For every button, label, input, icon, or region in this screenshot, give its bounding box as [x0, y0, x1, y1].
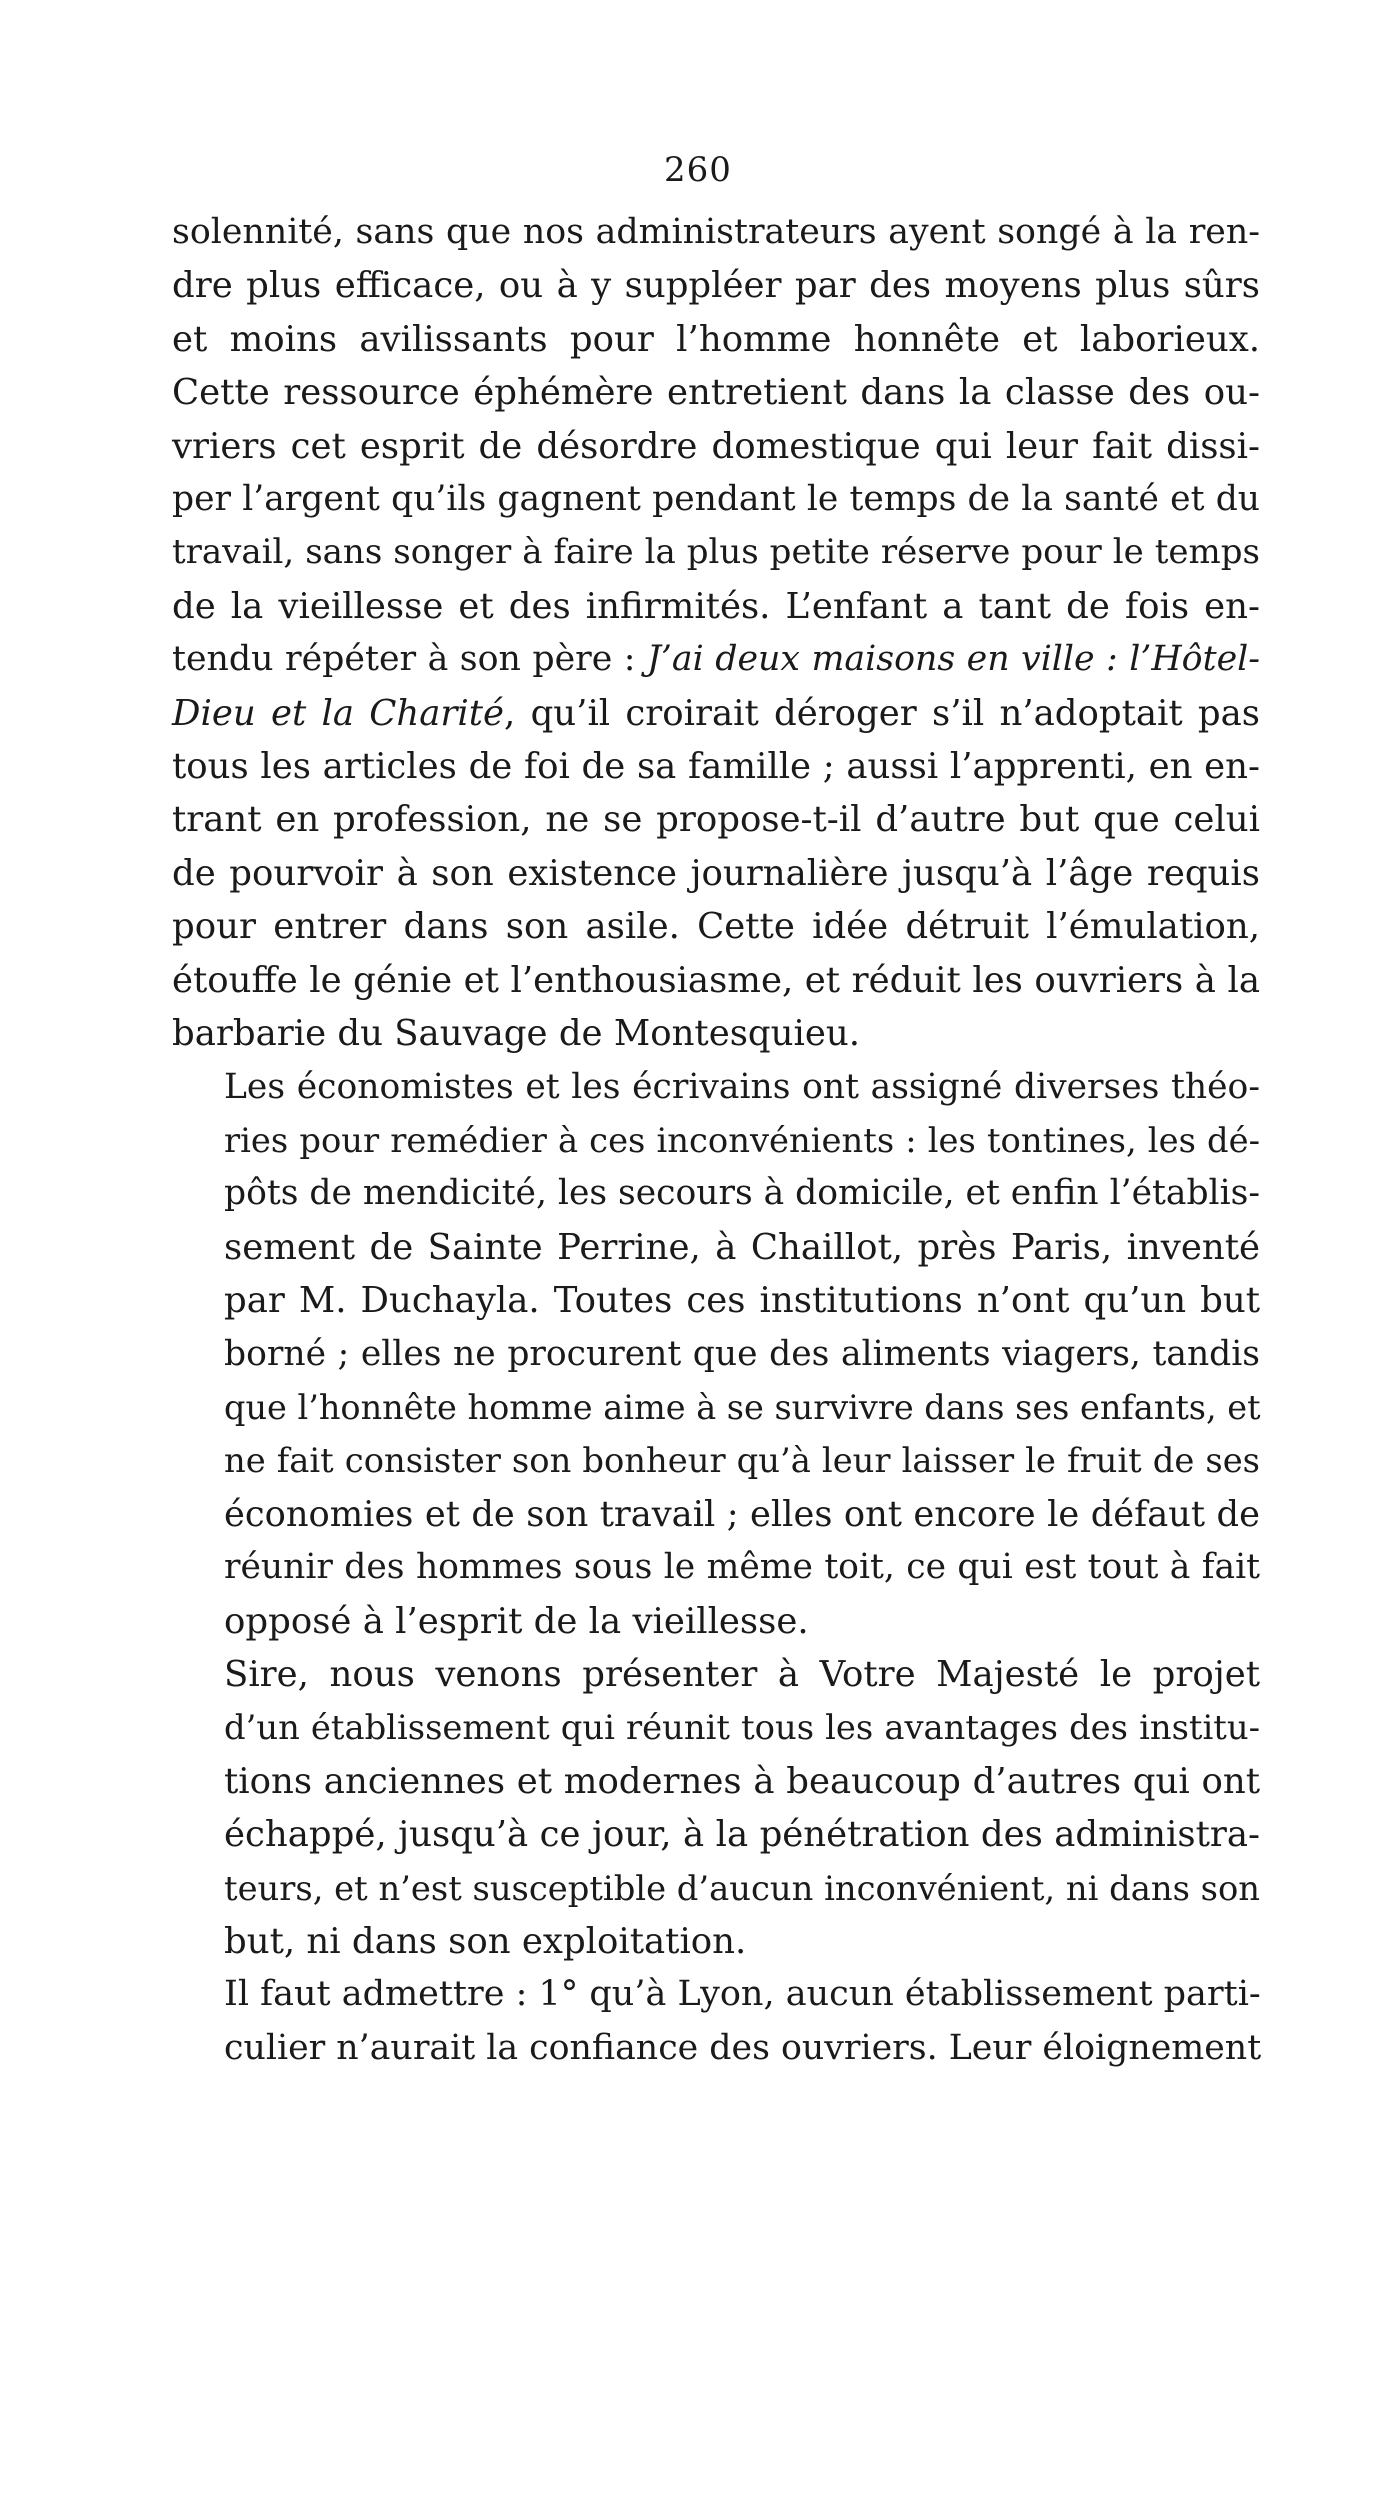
text-segment: Sire, nous venons présenter à Votre Majesté le projet — [224, 1653, 1260, 1695]
text-segment: ne fait consister son bonheur qu’à leur laisser le fruit de ses — [224, 1441, 1260, 1481]
paragraph — [172, 1061, 1260, 1648]
text-segment: trant en profession, ne se propose-t-il d’autre but que celui — [172, 799, 1260, 841]
text-segment: échappé, jusqu’à ce jour, à la pénétration des administra- — [224, 1814, 1260, 1856]
text-line — [172, 740, 1260, 793]
text-segment: per l’argent qu’ils gagnent pendant le temps de la santé et du — [172, 479, 1260, 520]
text-line — [172, 1862, 1260, 1915]
text-segment: Les économistes et les écrivains ont assigné diverses théo- — [224, 1066, 1260, 1107]
text-line — [172, 1381, 1260, 1434]
text-line — [172, 1808, 1260, 1861]
text-line — [172, 2022, 1260, 2075]
text-line — [172, 1114, 1260, 1167]
text-segment: étouffe le génie et l’enthousiasme, et réduit les ouvriers à la — [172, 959, 1260, 1001]
text-line — [172, 580, 1260, 633]
paragraph — [172, 1968, 1260, 2075]
text-segment: économies et de son travail ; elles ont encore le défaut de — [224, 1493, 1260, 1535]
text-line — [172, 954, 1260, 1007]
text-segment: opposé à l’esprit de la vieillesse. — [224, 1600, 809, 1642]
italic-text: J’ai deux maisons en ville : l’Hôtel- — [646, 639, 1260, 680]
text-segment: et moins avilissants pour l’homme honnête et laborieux. — [172, 318, 1260, 360]
text-segment: tous les articles de foi de sa famille ; aussi l’apprenti, en en- — [172, 746, 1260, 788]
text-segment: que l’honnête homme aime à se survivre dans ses enfants, et — [224, 1387, 1261, 1427]
text-segment: , qu’il croirait déroger s’il n’adoptait pas — [504, 692, 1261, 734]
text-line — [172, 1221, 1260, 1274]
text-segment: vriers cet esprit de désordre domestique qui leur fait dissi- — [172, 425, 1260, 467]
text-line — [172, 900, 1260, 953]
text-line — [172, 526, 1260, 579]
text-line — [172, 473, 1260, 526]
text-segment: pôts de mendicité, les secours à domicile, et enfin l’établis- — [224, 1173, 1260, 1214]
text-segment: d’un établissement qui réunit tous les avantages des institu- — [224, 1708, 1260, 1748]
text-line — [172, 633, 1260, 686]
text-segment: tions anciennes et modernes à beaucoup d’autres qui ont — [224, 1760, 1260, 1802]
text-line — [172, 1167, 1260, 1220]
italic-text: Dieu et la Charité — [172, 692, 505, 734]
text-segment: de la vieillesse et des infirmités. L’enfant a tant de fois en- — [172, 585, 1260, 627]
text-segment: par M. Duchayla. Toutes ces institutions n’ont qu’un but — [224, 1280, 1260, 1322]
text-line — [172, 1434, 1260, 1487]
text-line — [172, 313, 1260, 366]
text-line — [172, 1701, 1260, 1754]
text-segment: but, ni dans son exploitation. — [224, 1921, 747, 1962]
text-line — [172, 1007, 1260, 1060]
text-segment: Cette ressource éphémère entretient dans la classe des ou- — [172, 372, 1260, 414]
text-line — [172, 1755, 1260, 1808]
text-line — [172, 206, 1260, 259]
text-segment: pour entrer dans son asile. Cette idée détruit l’émulation, — [172, 906, 1260, 948]
text-line — [172, 1968, 1260, 2021]
text-segment: sement de Sainte Perrine, à Chaillot, près Paris, inventé — [224, 1226, 1260, 1268]
text-line — [172, 687, 1260, 740]
text-line — [172, 1648, 1260, 1701]
text-line — [172, 793, 1260, 846]
page-number: 260 — [664, 150, 732, 190]
text-segment: réunir des hommes sous le même toit, ce qui est tout à fait — [224, 1547, 1260, 1588]
text-line — [172, 366, 1260, 419]
text-line — [172, 1595, 1260, 1648]
text-line — [172, 847, 1260, 900]
text-segment: barbarie du Sauvage de Montesquieu. — [172, 1013, 861, 1055]
text-segment: borné ; elles ne procurent que des aliments viagers, tandis — [224, 1333, 1260, 1374]
text-line — [172, 1061, 1260, 1114]
text-line — [172, 259, 1260, 312]
paragraph — [172, 1648, 1260, 1968]
text-line — [172, 1328, 1260, 1381]
text-segment: de pourvoir à son existence journalière jusqu’à l’âge requis — [172, 852, 1260, 894]
text-segment: tendu répéter à son père : — [172, 639, 647, 680]
text-line — [172, 1915, 1260, 1968]
text-segment: teurs, et n’est susceptible d’aucun inconvénient, ni dans son — [224, 1868, 1261, 1908]
text-line — [172, 1541, 1260, 1594]
text-segment: solennité, sans que nos administrateurs ayent songé à la ren- — [172, 212, 1260, 252]
text-segment: ries pour remédier à ces inconvénients : les tontines, les dé- — [224, 1120, 1260, 1160]
text-segment: culier n’aurait la confiance des ouvriers. Leur éloignement — [224, 2027, 1262, 2068]
text-line — [172, 420, 1260, 473]
body-text — [172, 206, 1260, 2075]
text-segment: travail, sans songer à faire la plus petite réserve pour le temps — [172, 532, 1260, 573]
text-line — [172, 1274, 1260, 1327]
text-segment: dre plus efficace, ou à y suppléer par des moyens plus sûrs — [172, 265, 1260, 307]
text-segment: Il faut admettre : 1° qu’à Lyon, aucun établissement parti- — [224, 1974, 1261, 2015]
text-line — [172, 1488, 1260, 1541]
paragraph — [172, 206, 1260, 1061]
